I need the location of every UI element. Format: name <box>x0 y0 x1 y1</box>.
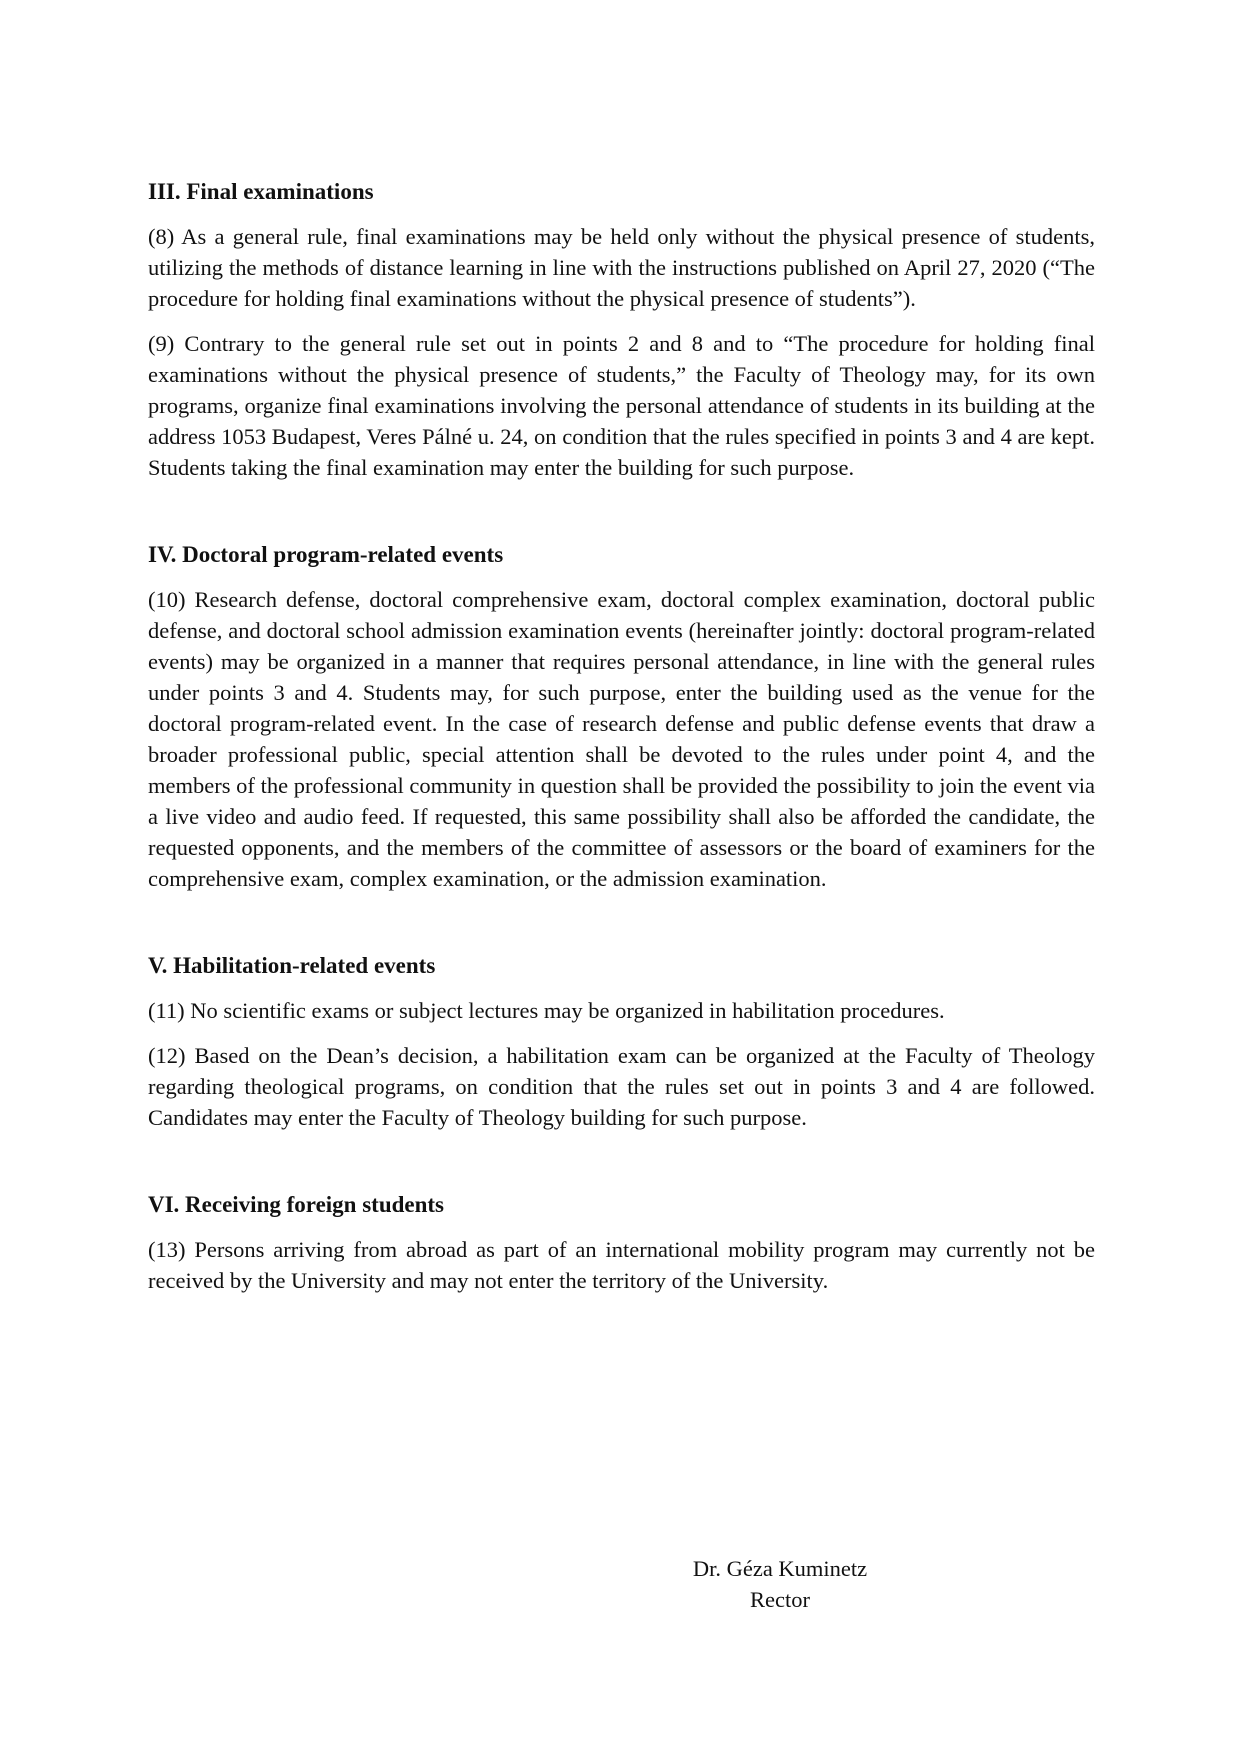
paragraph-12: (12) Based on the Dean’s decision, a habilitation exam can be organized at the Faculty of Theology regarding theological programs, on condition that the rules set out in points 3 and 4 are followed. Candidates may enter the Faculty of Theology building for such purpose. <box>148 1043 1095 1130</box>
paragraph-8: (8) As a general rule, final examinations may be held only without the physical presence of students, utilizing the methods of distance learning in line with the instructions published on April 27, 2020 (“The procedure for holding final examinations without the physical presence of students”). <box>148 224 1095 311</box>
paragraph-13: (13) Persons arriving from abroad as part of an international mobility program may currently not be received by the University and may not enter the territory of the University. <box>148 1237 1095 1293</box>
signatory-title: Rector <box>750 1587 810 1612</box>
section-heading: V. Habilitation-related events <box>148 953 436 978</box>
paragraph-9: (9) Contrary to the general rule set out in points 2 and 8 and to “The procedure for holding final examinations without the physical presence of students,” the Faculty of Theology may, for its own programs, organize final examinations involving the personal attendance of students in its building at the address 1053 Budapest, Veres Pálné u. 24, on condition that the rules specified in points 3 and 4 are kept. Students taking the final examination may enter the building for such purpose. <box>148 331 1095 480</box>
signatory-name: Dr. Géza Kuminetz <box>692 1556 868 1581</box>
section-foreign-students <box>148 1189 1095 1296</box>
section-heading: IV. Doctoral program-related events <box>148 542 504 567</box>
document-body <box>148 176 1095 1310</box>
paragraph-11: (11) No scientific exams or subject lectures may be organized in habilitation procedures. <box>148 998 945 1023</box>
section-heading: VI. Receiving foreign students <box>148 1192 445 1217</box>
signature-block <box>640 1553 920 1615</box>
paragraph-10: (10) Research defense, doctoral comprehensive exam, doctoral complex examination, doctoral public defense, and doctoral school admission examination events (hereinafter jointly: doctoral program-related events) may be organized in a manner that requires personal attendance, in line with the general rules under points 3 and 4. Students may, for such purpose, enter the building used as the venue for the doctoral program-related event. In the case of research defense and public defense events that draw a broader professional public, special attention shall be devoted to the rules under point 4, and the members of the professional community in question shall be provided the possibility to join the event via a live video and audio feed. If requested, this same possibility shall also be afforded the candidate, the requested opponents, and the members of the committee of assessors or the board of examiners for the comprehensive exam, complex examination, or the admission examination. <box>148 587 1095 891</box>
section-habilitation-events <box>148 950 1095 1133</box>
section-heading: III. Final examinations <box>148 179 374 204</box>
section-final-examinations <box>148 176 1095 483</box>
section-doctoral-events <box>148 539 1095 894</box>
